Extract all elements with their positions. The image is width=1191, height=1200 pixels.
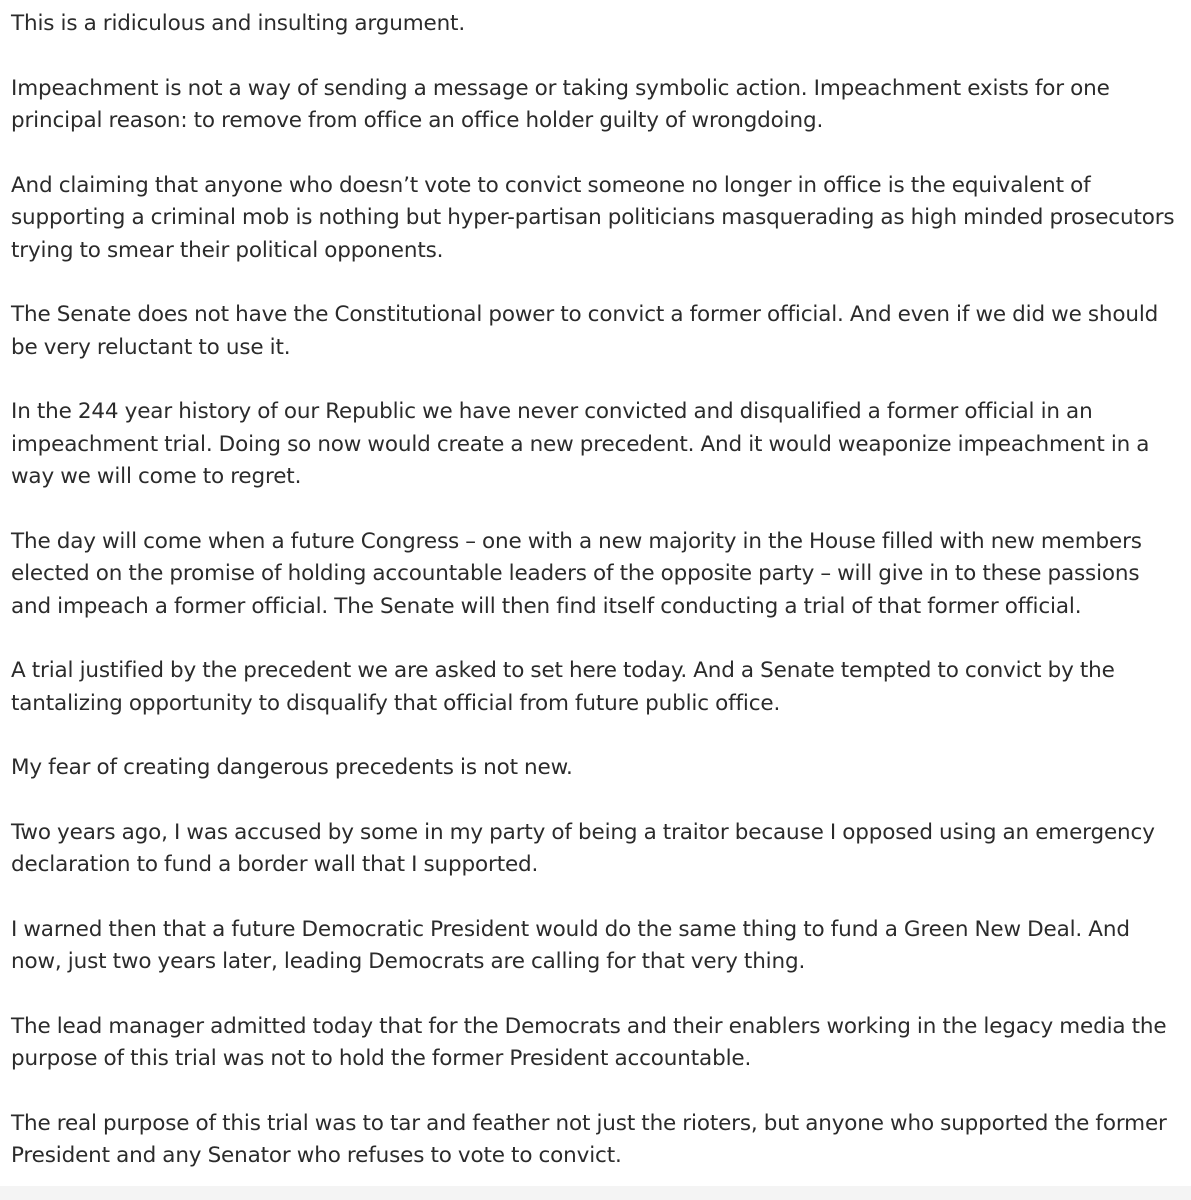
paragraph-6: The day will come when a future Congress – one with a new majority in the House filled with new members elected on the promise of holding accountable leaders of the opposite party – will give in to these passions and impeach a former official. The Senate will then find itself conducting a trial of that former official. (11, 528, 1142, 619)
statement-document (11, 8, 1183, 1173)
paragraph-5: In the 244 year history of our Republic we have never convicted and disqualified a former official in an impeachment trial. Doing so now would create a new precedent. And it would weaponize impeachment in a way we will come to regret. (11, 399, 1150, 489)
paragraph-1: This is a ridiculous and insulting argument. (11, 11, 466, 36)
bottom-edge-strip (0, 1186, 1191, 1200)
paragraph-4: The Senate does not have the Constitutional power to convict a former official. And even if we did we should be very reluctant to use it. (11, 302, 1159, 360)
paragraph-12: The real purpose of this trial was to tar and feather not just the rioters, but anyone who supported the former President and any Senator who refuses to vote to convict. (11, 1110, 1167, 1168)
paragraph-2: Impeachment is not a way of sending a message or taking symbolic action. Impeachment exists for one principal reason: to remove from office an office holder guilty of wrongdoing. (11, 75, 1110, 133)
paragraph-3: And claiming that anyone who doesn’t vote to convict someone no longer in office is the equivalent of supporting a criminal mob is nothing but hyper-partisan politicians masquerading as high minded prosecutors trying to smear their political opponents. (11, 172, 1175, 263)
paragraph-9: Two years ago, I was accused by some in my party of being a traitor because I opposed using an emergency declaration to fund a border wall that I supported. (11, 819, 1155, 877)
paragraph-10: I warned then that a future Democratic President would do the same thing to fund a Green New Deal. And now, just two years later, leading Democrats are calling for that very thing. (11, 916, 1130, 974)
paragraph-11: The lead manager admitted today that for the Democrats and their enablers working in the legacy media the purpose of this trial was not to hold the former President accountable. (11, 1013, 1167, 1071)
paragraph-8: My fear of creating dangerous precedents is not new. (11, 755, 573, 780)
paragraph-7: A trial justified by the precedent we are asked to set here today. And a Senate tempted to convict by the tantalizing opportunity to disqualify that official from future public office. (11, 658, 1115, 716)
